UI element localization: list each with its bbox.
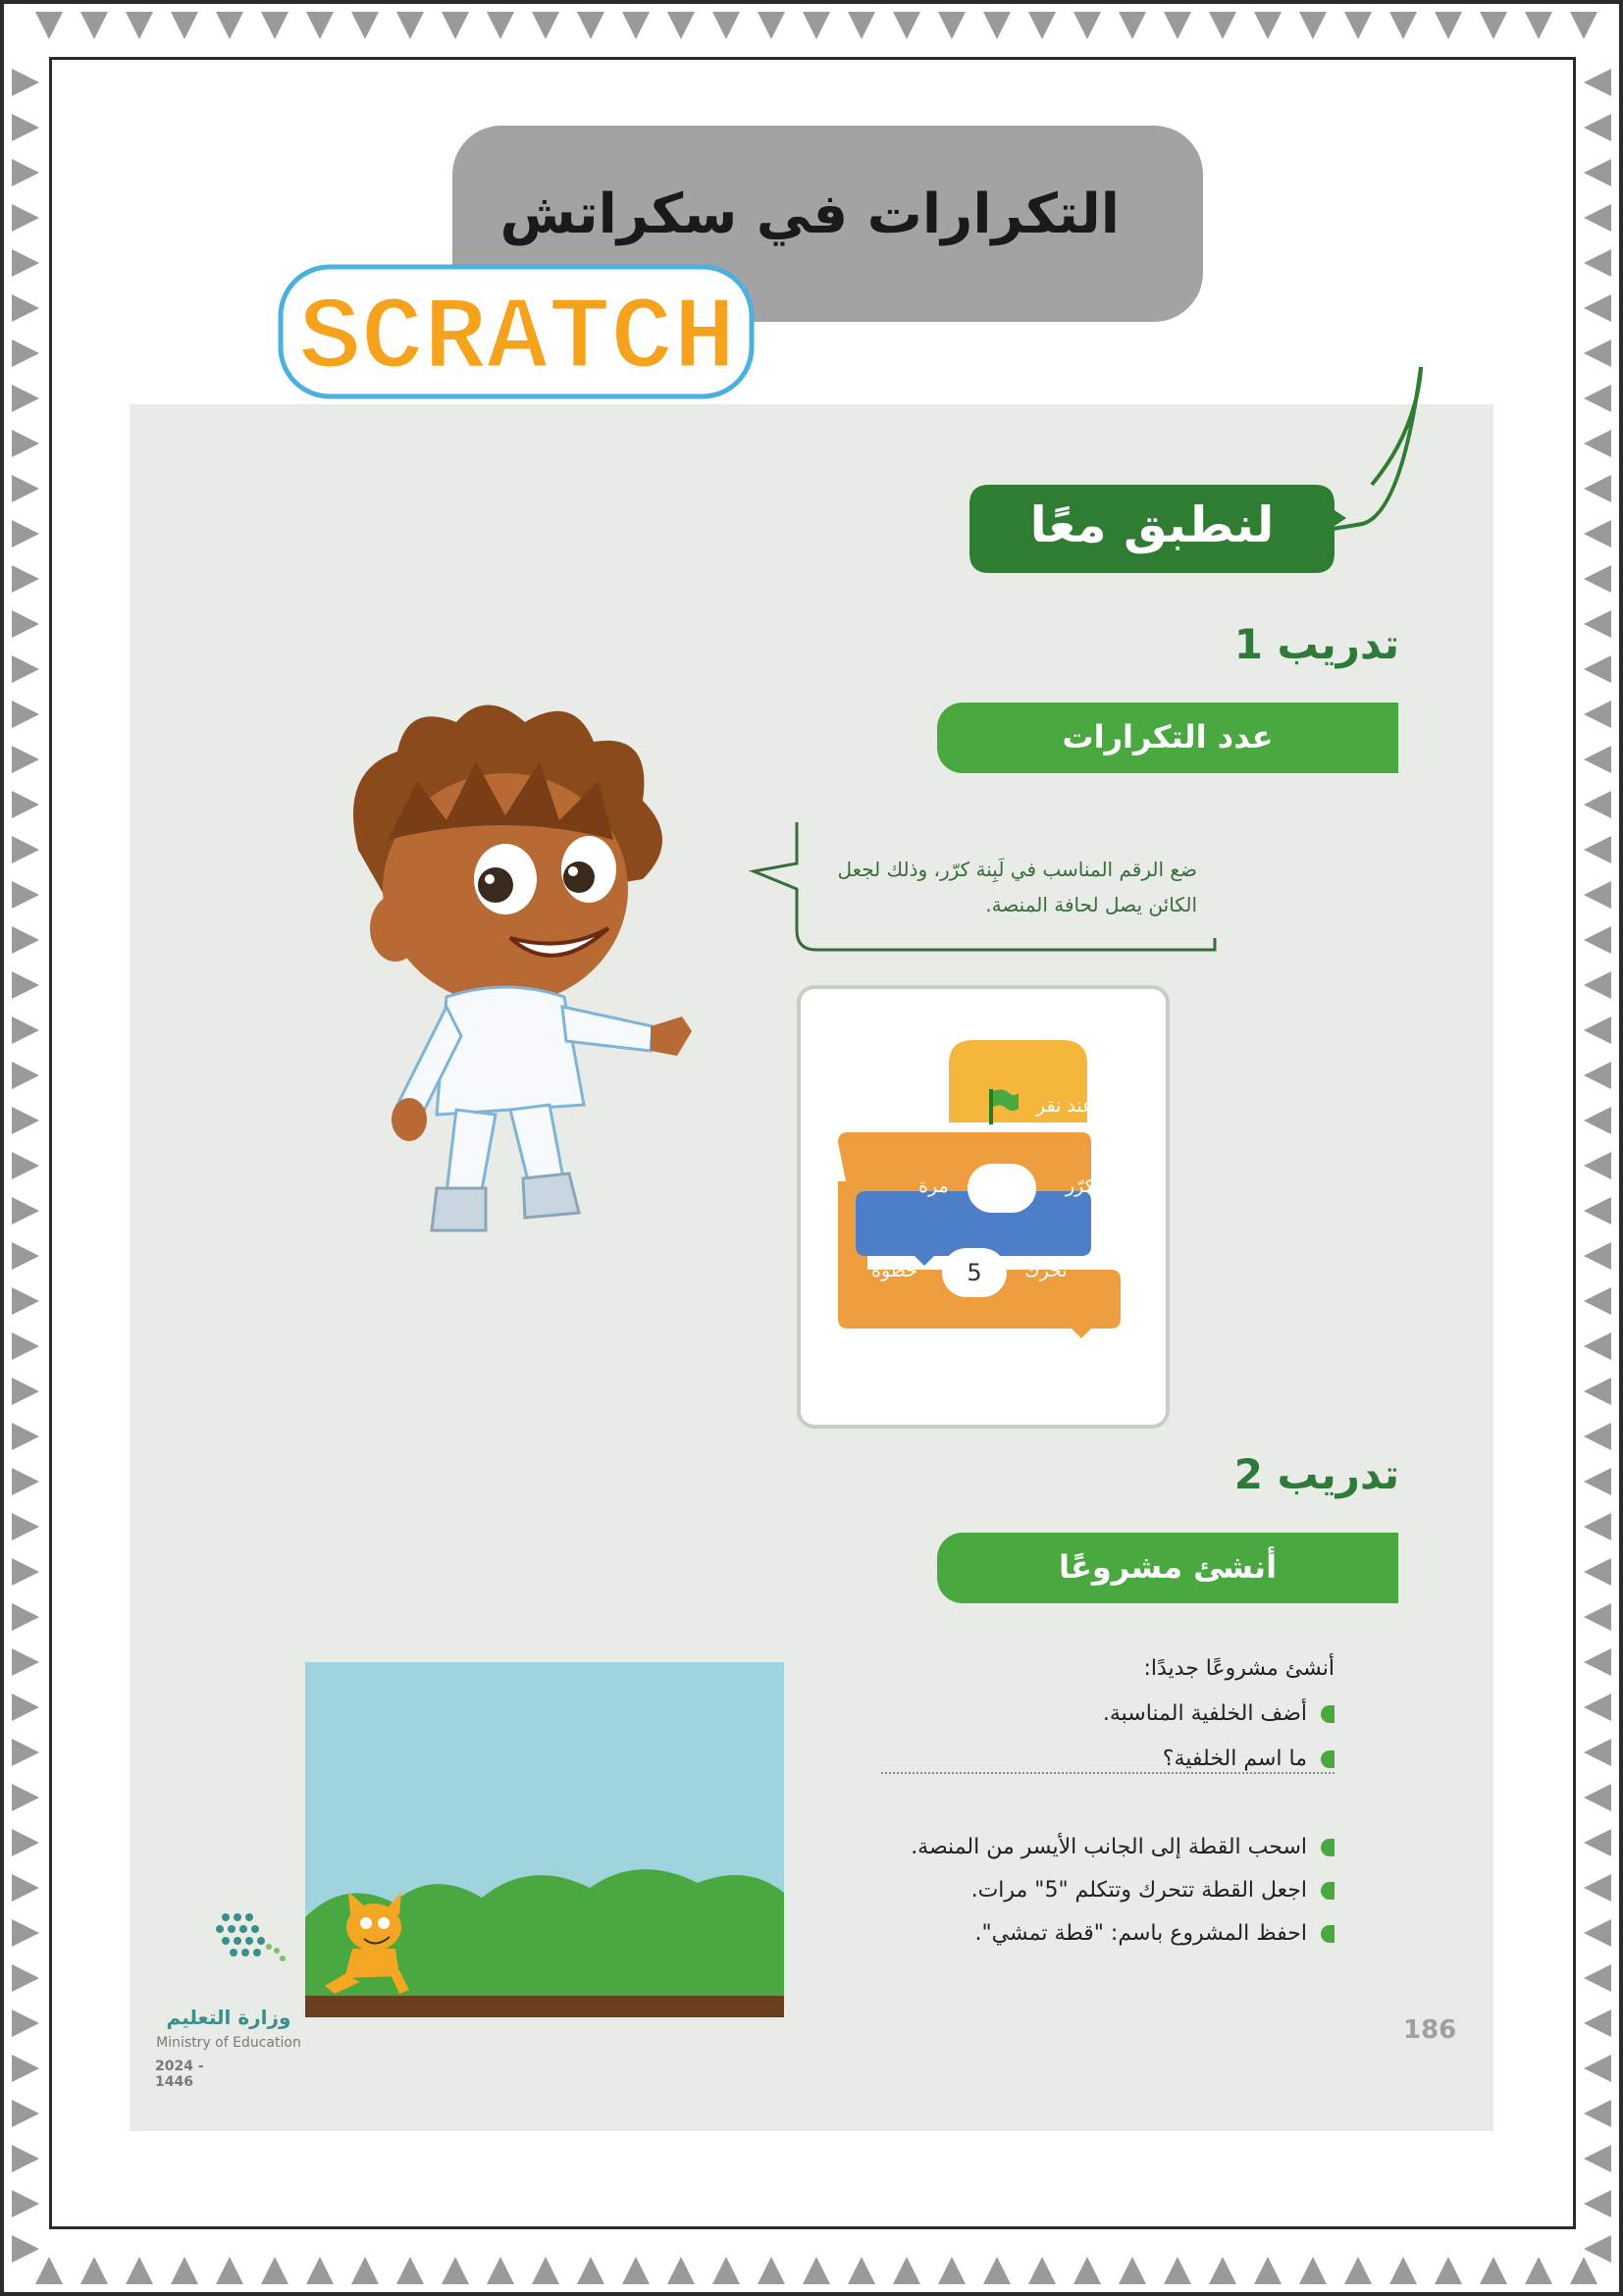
border-triangle <box>1073 12 1101 39</box>
border-triangle <box>1299 2257 1327 2284</box>
border-triangle <box>532 2257 559 2284</box>
border-triangle <box>1584 1017 1611 1044</box>
border-triangle <box>893 2257 920 2284</box>
border-triangle <box>12 1152 39 1179</box>
border-triangle <box>667 12 695 39</box>
border-triangle <box>12 1062 39 1089</box>
scratch-stage-image <box>305 1662 784 2017</box>
border-triangle <box>12 1197 39 1225</box>
border-triangle <box>1584 2235 1611 2263</box>
border-triangle <box>12 565 39 593</box>
border-triangle <box>396 2257 424 2284</box>
border-triangle <box>848 12 875 39</box>
border-triangle <box>712 12 740 39</box>
border-triangle <box>1028 12 1056 39</box>
boy-character-illustration <box>339 693 741 1242</box>
exercise2-intro: أنشئ مشروعًا جديدًا: <box>1143 1656 1335 1681</box>
border-triangle <box>12 1739 39 1766</box>
border-triangle <box>1584 1107 1611 1134</box>
border-triangle <box>1584 1874 1611 1902</box>
border-triangle <box>12 475 39 502</box>
border-triangle <box>12 1513 39 1540</box>
border-triangle <box>12 1017 39 1044</box>
border-triangle <box>12 69 39 96</box>
border-triangle <box>1254 2257 1282 2284</box>
border-triangle <box>126 2257 153 2284</box>
border-triangle <box>1584 2100 1611 2127</box>
border-triangle <box>12 385 39 412</box>
border-triangle <box>12 159 39 186</box>
border-triangle <box>1435 2257 1462 2284</box>
bullet-icon <box>1321 1882 1335 1900</box>
border-triangle <box>126 12 153 39</box>
border-triangle <box>1584 294 1611 322</box>
border-triangle <box>12 1964 39 1992</box>
ministry-logo-icon <box>155 1907 312 1976</box>
border-triangle <box>1584 114 1611 141</box>
border-triangle <box>1344 2257 1372 2284</box>
border-triangle <box>1584 1784 1611 1811</box>
border-triangle <box>1389 12 1417 39</box>
border-triangle <box>1584 1242 1611 1270</box>
border-triangle <box>12 1694 39 1721</box>
page-title: التكرارات في سكراتش <box>499 183 1120 246</box>
border-triangle <box>577 2257 604 2284</box>
list-item-text: احفظ المشروع باسم: "قطة تمشي". <box>974 1921 1307 1946</box>
exercise2-title: تدريب 2 <box>1233 1450 1399 1498</box>
border-triangle <box>1584 1919 1611 1947</box>
border-triangle <box>12 2145 39 2172</box>
border-triangle <box>1584 1378 1611 1405</box>
border-triangle <box>1584 1603 1611 1631</box>
border-triangle <box>1584 1964 1611 1992</box>
border-triangle <box>12 1919 39 1947</box>
border-triangle <box>12 1287 39 1315</box>
border-triangle <box>12 836 39 863</box>
ministry-name-en: Ministry of Education <box>156 2035 301 2051</box>
border-triangle <box>1480 2257 1507 2284</box>
border-triangle <box>1584 1829 1611 1856</box>
scratch-logo <box>277 257 758 404</box>
border-triangle <box>261 2257 288 2284</box>
ministry-name-ar: وزارة التعليم <box>166 2006 291 2029</box>
border-triangle <box>12 249 39 277</box>
section-badge-label: لنطبق معًا <box>1029 496 1275 553</box>
border-triangle <box>12 791 39 818</box>
border-triangle <box>216 12 243 39</box>
border-triangle <box>1119 12 1146 39</box>
list-item-text: أضف الخلفية المناسبة. <box>1102 1701 1307 1726</box>
border-triangle <box>1584 791 1611 818</box>
border-triangle <box>171 2257 198 2284</box>
border-triangle <box>938 2257 966 2284</box>
border-triangle <box>306 12 334 39</box>
list-item-text: ما اسم الخلفية؟ <box>1162 1747 1307 1771</box>
border-triangle <box>1570 12 1597 39</box>
border-triangle <box>442 2257 469 2284</box>
border-triangle <box>1584 1468 1611 1495</box>
border-triangle <box>848 2257 875 2284</box>
border-triangle <box>12 1242 39 1270</box>
border-triangle <box>12 294 39 322</box>
border-triangle <box>1435 12 1462 39</box>
list-item <box>844 1878 1335 1903</box>
border-triangle <box>893 12 920 39</box>
page-number: 186 <box>1403 2015 1457 2045</box>
border-triangle <box>12 2100 39 2127</box>
bullet-icon <box>1321 1705 1335 1723</box>
border-triangle <box>12 881 39 909</box>
border-triangle <box>396 12 424 39</box>
border-triangle <box>1584 249 1611 277</box>
move-keyword: تحرك <box>1024 1260 1068 1281</box>
border-triangle <box>1584 2009 1611 2037</box>
border-triangle <box>12 1378 39 1405</box>
list-item <box>844 1701 1335 1726</box>
border-triangle <box>1344 12 1372 39</box>
border-triangle <box>1584 159 1611 186</box>
list-item <box>844 1747 1335 1771</box>
repeat-unit: مرة <box>918 1175 949 1197</box>
border-triangle <box>12 746 39 773</box>
border-triangle <box>1525 2257 1552 2284</box>
border-triangle <box>983 12 1011 39</box>
border-triangle <box>1584 565 1611 593</box>
repeat-keyword: كرّر <box>1066 1175 1094 1197</box>
border-triangle <box>1389 2257 1417 2284</box>
border-triangle <box>12 701 39 728</box>
border-triangle <box>487 12 514 39</box>
border-triangle <box>12 1603 39 1631</box>
border-triangle <box>12 655 39 683</box>
border-triangle <box>1209 2257 1236 2284</box>
exercise1-title: تدريب 1 <box>1233 620 1399 668</box>
border-triangle <box>12 114 39 141</box>
border-triangle <box>1584 881 1611 909</box>
border-triangle <box>12 2235 39 2263</box>
border-triangle <box>442 12 469 39</box>
border-triangle <box>1584 1287 1611 1315</box>
border-triangle <box>1584 1062 1611 1089</box>
list-item <box>844 1835 1335 1859</box>
border-triangle <box>1525 12 1552 39</box>
repeat-count-input[interactable] <box>968 1164 1036 1213</box>
border-triangle <box>12 520 39 548</box>
border-triangle <box>171 12 198 39</box>
border-triangle <box>487 2257 514 2284</box>
border-triangle <box>1584 1197 1611 1225</box>
border-triangle <box>1584 430 1611 457</box>
border-triangle <box>12 430 39 457</box>
border-triangle <box>12 1423 39 1450</box>
border-triangle <box>1119 2257 1146 2284</box>
border-triangle <box>306 2257 334 2284</box>
border-triangle <box>577 12 604 39</box>
dotted-divider <box>881 1772 1335 1774</box>
border-triangle <box>1584 520 1611 548</box>
border-triangle <box>938 12 966 39</box>
border-triangle <box>758 12 785 39</box>
border-triangle <box>261 12 288 39</box>
border-triangle <box>1584 1513 1611 1540</box>
border-triangle <box>35 12 63 39</box>
border-triangle <box>12 971 39 999</box>
border-triangle <box>12 2190 39 2218</box>
move-unit: خطوة <box>871 1260 918 1281</box>
border-triangle <box>758 2257 785 2284</box>
border-triangle <box>622 2257 650 2284</box>
border-triangle <box>12 926 39 954</box>
border-triangle <box>351 12 379 39</box>
speech-bubble-text: ضع الرقم المناسب في لَبِنة كرّر، وذلك لجعل الكائن يصل لحافة المنصة. <box>837 858 1197 916</box>
border-triangle <box>1299 12 1327 39</box>
border-triangle <box>1584 1648 1611 1676</box>
border-triangle <box>1480 12 1507 39</box>
border-triangle <box>803 2257 830 2284</box>
border-triangle <box>1164 12 1191 39</box>
scratch-logo-text: SCRATCH <box>298 281 736 398</box>
border-triangle <box>1584 655 1611 683</box>
border-triangle <box>1584 204 1611 232</box>
border-triangle <box>1073 2257 1101 2284</box>
border-triangle <box>12 1874 39 1902</box>
border-triangle <box>12 1107 39 1134</box>
border-triangle <box>1164 2257 1191 2284</box>
ministry-year: 2024 - 1446 <box>155 2059 204 2090</box>
border-triangle <box>1209 12 1236 39</box>
border-triangle <box>1584 701 1611 728</box>
bullet-icon <box>1321 1925 1335 1943</box>
event-block-label: عند نقر <box>1036 1095 1094 1117</box>
border-triangle <box>12 610 39 638</box>
border-triangle <box>803 12 830 39</box>
border-triangle <box>12 1784 39 1811</box>
bullet-icon <box>1321 1750 1335 1768</box>
border-triangle <box>667 2257 695 2284</box>
border-triangle <box>622 12 650 39</box>
border-triangle <box>1254 12 1282 39</box>
border-triangle <box>1584 610 1611 638</box>
border-triangle <box>1584 1423 1611 1450</box>
bullet-icon <box>1321 1839 1335 1856</box>
border-triangle <box>1584 746 1611 773</box>
border-triangle <box>12 1648 39 1676</box>
border-triangle <box>1584 1558 1611 1586</box>
border-triangle <box>1584 1332 1611 1360</box>
border-triangle <box>1584 1694 1611 1721</box>
border-triangle <box>1584 339 1611 367</box>
border-triangle <box>1584 385 1611 412</box>
green-flag-icon <box>985 1087 1021 1126</box>
border-triangle <box>12 339 39 367</box>
border-triangle <box>1584 2190 1611 2218</box>
border-triangle <box>216 2257 243 2284</box>
border-triangle <box>1584 1152 1611 1179</box>
exercise1-bar-label: عدد التكرارات <box>1062 718 1274 756</box>
border-triangle <box>1584 69 1611 96</box>
border-triangle <box>12 1332 39 1360</box>
loop-arrow-icon <box>860 1327 893 1356</box>
border-triangle <box>983 2257 1011 2284</box>
border-triangle <box>12 2055 39 2082</box>
move-steps-input[interactable]: 5 <box>942 1248 1007 1297</box>
border-triangle <box>351 2257 379 2284</box>
border-triangle <box>1584 2145 1611 2172</box>
list-item <box>844 1921 1335 1946</box>
border-triangle <box>1584 971 1611 999</box>
border-triangle <box>712 2257 740 2284</box>
border-triangle <box>12 1468 39 1495</box>
border-triangle <box>1584 475 1611 502</box>
border-triangle <box>80 12 108 39</box>
border-triangle <box>1584 2055 1611 2082</box>
border-triangle <box>1570 2257 1597 2284</box>
border-triangle <box>12 2009 39 2037</box>
border-triangle <box>1584 926 1611 954</box>
border-triangle <box>532 12 559 39</box>
border-triangle <box>35 2257 63 2284</box>
list-item-text: اجعل القطة تتحرك وتتكلم "5" مرات. <box>970 1878 1307 1903</box>
border-triangle <box>1584 836 1611 863</box>
border-triangle <box>12 1558 39 1586</box>
border-triangle <box>12 1829 39 1856</box>
exercise2-bar-label: أنشئ مشروعًا <box>1058 1548 1278 1586</box>
border-triangle <box>12 204 39 232</box>
list-item-text: اسحب القطة إلى الجانب الأيسر من المنصة. <box>911 1835 1307 1859</box>
border-triangle <box>1028 2257 1056 2284</box>
border-triangle <box>1584 1739 1611 1766</box>
border-triangle <box>80 2257 108 2284</box>
